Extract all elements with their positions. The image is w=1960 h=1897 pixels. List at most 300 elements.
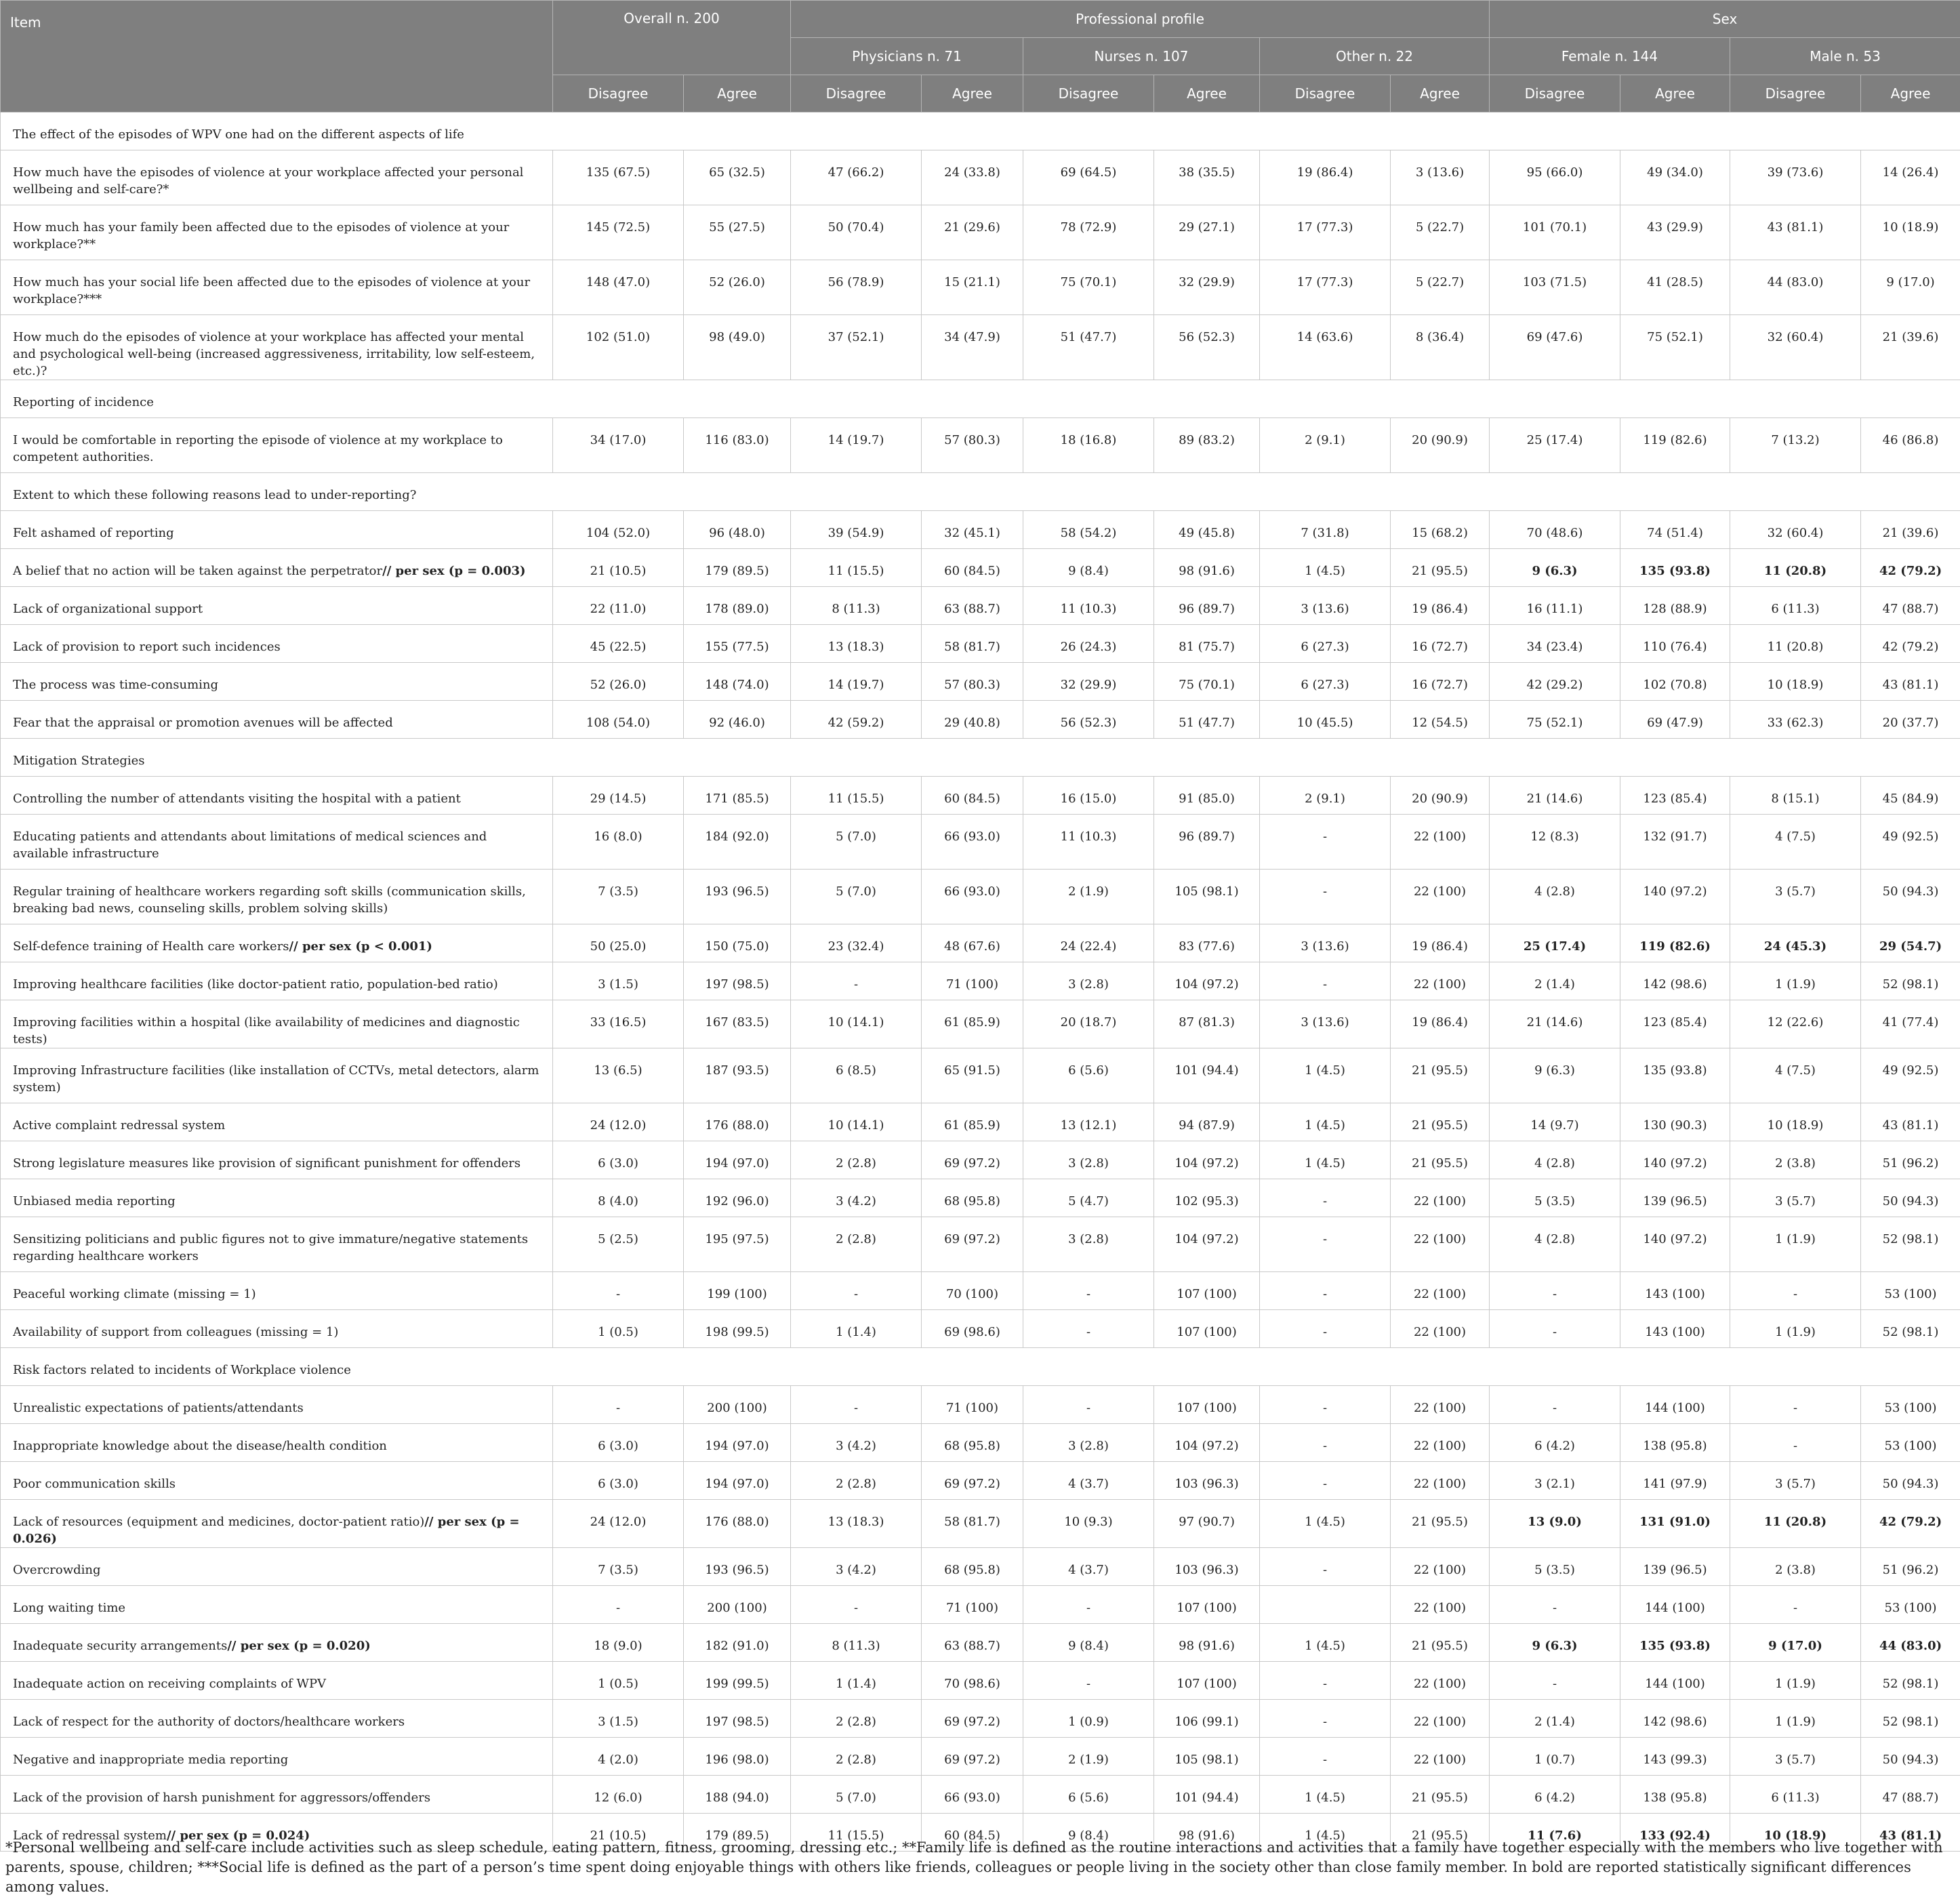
value-cell: 140 (97.2) (1620, 1141, 1730, 1179)
row-label-cell (1, 549, 553, 587)
value-cell: 10 (9.3) (1023, 1500, 1154, 1548)
value-cell: 4 (2.8) (1490, 1141, 1620, 1179)
value-cell: 123 (85.4) (1620, 777, 1730, 815)
value-cell: 52 (26.0) (553, 663, 684, 701)
value-cell: 194 (97.0) (684, 1462, 791, 1500)
value-cell: 10 (18.9) (1730, 1103, 1861, 1141)
value-cell: 75 (52.1) (1490, 701, 1620, 739)
value-cell: 9 (8.4) (1023, 549, 1154, 587)
table-row (1, 549, 1960, 587)
value-cell: 3 (13.6) (1260, 924, 1391, 962)
value-cell: 32 (60.4) (1730, 315, 1861, 380)
value-cell: 1 (4.5) (1260, 1814, 1391, 1852)
value-cell: 5 (7.0) (791, 1776, 922, 1814)
value-cell: 42 (59.2) (791, 701, 922, 739)
value-cell: 42 (29.2) (1490, 663, 1620, 701)
value-cell: 107 (100) (1154, 1272, 1260, 1310)
value-cell: 58 (81.7) (922, 625, 1023, 663)
value-cell: 107 (100) (1154, 1310, 1260, 1348)
value-cell: - (1260, 1700, 1391, 1738)
table-row (1, 1179, 1960, 1217)
value-cell: 193 (96.5) (684, 1548, 791, 1586)
table-row (1, 150, 1960, 205)
section-title: Extent to which these following reasons lead to under-reporting? (1, 473, 1960, 511)
value-cell: 102 (70.8) (1620, 663, 1730, 701)
header-overall (553, 1, 791, 75)
value-cell: 197 (98.5) (684, 1700, 791, 1738)
value-cell: 3 (13.6) (1391, 150, 1490, 205)
row-label-cell (1, 1179, 553, 1217)
value-cell: 53 (100) (1861, 1386, 1960, 1424)
header-professional-profile: Professional profile (791, 1, 1490, 38)
value-cell: 104 (52.0) (553, 511, 684, 549)
table-row (1, 205, 1960, 260)
table-row (1, 1662, 1960, 1700)
row-label: Lack of organizational support (13, 602, 203, 616)
value-cell: 63 (88.7) (922, 1624, 1023, 1662)
value-cell: - (791, 1586, 922, 1624)
row-label: Strong legislature measures like provision of significant punishment for offenders (13, 1156, 520, 1170)
row-label-cell (1, 815, 553, 870)
header-disagree: Disagree (1023, 75, 1154, 113)
value-cell: 14 (19.7) (791, 663, 922, 701)
row-label-cell (1, 1048, 553, 1103)
value-cell: 2 (2.8) (791, 1141, 922, 1179)
value-cell: 6 (3.0) (553, 1141, 684, 1179)
row-label: Lack of respect for the authority of doctors/healthcare workers (13, 1715, 405, 1729)
value-cell: - (553, 1586, 684, 1624)
value-cell: 21 (95.5) (1391, 1141, 1490, 1179)
row-label-cell (1, 1500, 553, 1548)
row-label: Unbiased media reporting (13, 1194, 176, 1208)
value-cell: 34 (23.4) (1490, 625, 1620, 663)
table-row (1, 1548, 1960, 1586)
value-cell: 53 (100) (1861, 1424, 1960, 1462)
value-cell: 50 (94.3) (1861, 1179, 1960, 1217)
value-cell: 3 (2.1) (1490, 1462, 1620, 1500)
table-row (1, 315, 1960, 380)
value-cell: 21 (95.5) (1391, 1776, 1490, 1814)
row-label: Poor communication skills (13, 1477, 176, 1491)
row-label-cell (1, 1103, 553, 1141)
value-cell: 104 (97.2) (1154, 962, 1260, 1000)
value-cell: 24 (22.4) (1023, 924, 1154, 962)
significance-note: // per sex (p = 0.003) (382, 564, 525, 578)
header-other: Other n. 22 (1260, 38, 1490, 75)
value-cell: 49 (45.8) (1154, 511, 1260, 549)
value-cell: 21 (95.5) (1391, 1500, 1490, 1548)
value-cell: 68 (95.8) (922, 1424, 1023, 1462)
header-overall-label: Overall n. 200 (624, 10, 719, 26)
value-cell: 96 (89.7) (1154, 815, 1260, 870)
value-cell: 184 (92.0) (684, 815, 791, 870)
row-label-cell (1, 1462, 553, 1500)
row-label: Improving healthcare facilities (like doctor-patient ratio, population-bed ratio) (13, 977, 498, 992)
value-cell: 10 (14.1) (791, 1103, 922, 1141)
value-cell: 102 (95.3) (1154, 1179, 1260, 1217)
value-cell: - (1260, 1738, 1391, 1776)
value-cell: - (791, 1272, 922, 1310)
value-cell: 98 (91.6) (1154, 1814, 1260, 1852)
value-cell: 57 (80.3) (922, 418, 1023, 473)
table-row (1, 1103, 1960, 1141)
value-cell: 10 (18.9) (1730, 1814, 1861, 1852)
row-label-cell (1, 511, 553, 549)
value-cell: 56 (52.3) (1154, 315, 1260, 380)
value-cell: 3 (2.8) (1023, 1141, 1154, 1179)
value-cell: 52 (98.1) (1861, 962, 1960, 1000)
value-cell: 103 (71.5) (1490, 260, 1620, 315)
value-cell: 48 (67.6) (922, 924, 1023, 962)
value-cell: 83 (77.6) (1154, 924, 1260, 962)
value-cell: 68 (95.8) (922, 1548, 1023, 1586)
value-cell: 47 (88.7) (1861, 1776, 1960, 1814)
header-agree: Agree (684, 75, 791, 113)
row-label-cell (1, 870, 553, 924)
table-row (1, 1141, 1960, 1179)
value-cell: 101 (94.4) (1154, 1048, 1260, 1103)
value-cell: 10 (18.9) (1861, 205, 1960, 260)
value-cell: 197 (98.5) (684, 962, 791, 1000)
row-label: Inadequate action on receiving complaints of WPV (13, 1677, 326, 1691)
value-cell: - (1490, 1586, 1620, 1624)
value-cell: 69 (97.2) (922, 1462, 1023, 1500)
table-row (1, 1586, 1960, 1624)
value-cell (1260, 1586, 1391, 1624)
value-cell: 107 (100) (1154, 1386, 1260, 1424)
table-row (1, 663, 1960, 701)
value-cell: 52 (98.1) (1861, 1700, 1960, 1738)
value-cell: 9 (17.0) (1861, 260, 1960, 315)
value-cell: 21 (95.5) (1391, 1048, 1490, 1103)
value-cell: 179 (89.5) (684, 549, 791, 587)
value-cell: 7 (13.2) (1730, 418, 1861, 473)
value-cell: 3 (5.7) (1730, 1462, 1861, 1500)
footnote: *Personal wellbeing and self-care include activities such as sleep schedule, eating pattern, fitness, grooming, dressing etc.; **Family life is defined as the routine interactions and activities that a family have together especially with the members who live together with parents, spouse, children; ***Social life is defined as the part of a person’s time spent doing enjoyable things with others like friends, colleagues or people living in the society other than close family member. In bold are reported statistically significant differences among values. (0, 1838, 1960, 1897)
value-cell: 78 (72.9) (1023, 205, 1154, 260)
value-cell: 75 (52.1) (1620, 315, 1730, 380)
value-cell: 7 (3.5) (553, 870, 684, 924)
value-cell: 29 (27.1) (1154, 205, 1260, 260)
value-cell: 4 (3.7) (1023, 1462, 1154, 1500)
value-cell: 104 (97.2) (1154, 1424, 1260, 1462)
value-cell: 69 (47.9) (1620, 701, 1730, 739)
value-cell: 1 (0.5) (553, 1310, 684, 1348)
value-cell: 69 (97.2) (922, 1738, 1023, 1776)
value-cell: 1 (4.5) (1260, 1048, 1391, 1103)
value-cell: 5 (22.7) (1391, 205, 1490, 260)
value-cell: - (1023, 1310, 1154, 1348)
value-cell: 155 (77.5) (684, 625, 791, 663)
value-cell: 8 (36.4) (1391, 315, 1490, 380)
value-cell: 11 (10.3) (1023, 587, 1154, 625)
value-cell: 60 (84.5) (922, 1814, 1023, 1852)
value-cell: 98 (49.0) (684, 315, 791, 380)
value-cell: 139 (96.5) (1620, 1548, 1730, 1586)
row-label: Self-defence training of Health care workers (13, 939, 289, 954)
value-cell: 1 (4.5) (1260, 1103, 1391, 1141)
value-cell: 9 (6.3) (1490, 1624, 1620, 1662)
value-cell: 107 (100) (1154, 1586, 1260, 1624)
value-cell: 11 (20.8) (1730, 549, 1861, 587)
row-label: Active complaint redressal system (13, 1118, 225, 1133)
value-cell: 1 (4.5) (1260, 1141, 1391, 1179)
value-cell: 87 (81.3) (1154, 1000, 1260, 1048)
value-cell: 21 (39.6) (1861, 511, 1960, 549)
table-row (1, 1386, 1960, 1424)
value-cell: 14 (19.7) (791, 418, 922, 473)
row-label: Improving facilities within a hospital (like availability of medicines and diagnostic tests) (13, 1015, 520, 1046)
value-cell: 52 (26.0) (684, 260, 791, 315)
value-cell: 56 (78.9) (791, 260, 922, 315)
value-cell: - (1260, 1548, 1391, 1586)
table-row (1, 777, 1960, 815)
value-cell: 4 (2.8) (1490, 870, 1620, 924)
value-cell: 20 (90.9) (1391, 777, 1490, 815)
table-row (1, 962, 1960, 1000)
value-cell: 3 (2.8) (1023, 1217, 1154, 1272)
row-label-cell (1, 1586, 553, 1624)
value-cell: 49 (92.5) (1861, 815, 1960, 870)
value-cell: 52 (98.1) (1861, 1217, 1960, 1272)
table-row (1, 260, 1960, 315)
value-cell: 142 (98.6) (1620, 962, 1730, 1000)
section-row (1, 113, 1960, 150)
value-cell: 3 (13.6) (1260, 587, 1391, 625)
value-cell: 37 (52.1) (791, 315, 922, 380)
value-cell: - (1023, 1272, 1154, 1310)
value-cell: 51 (47.7) (1154, 701, 1260, 739)
value-cell: 66 (93.0) (922, 1776, 1023, 1814)
value-cell: 70 (100) (922, 1272, 1023, 1310)
value-cell: 5 (22.7) (1391, 260, 1490, 315)
value-cell: 89 (83.2) (1154, 418, 1260, 473)
value-cell: 19 (86.4) (1260, 150, 1391, 205)
section-title: Risk factors related to incidents of Workplace violence (1, 1348, 1960, 1386)
value-cell: 140 (97.2) (1620, 1217, 1730, 1272)
value-cell: 200 (100) (684, 1586, 791, 1624)
value-cell: 71 (100) (922, 962, 1023, 1000)
row-label: A belief that no action will be taken against the perpetrator (13, 564, 382, 578)
value-cell: 52 (98.1) (1861, 1662, 1960, 1700)
value-cell: 18 (16.8) (1023, 418, 1154, 473)
value-cell: 4 (2.0) (553, 1738, 684, 1776)
value-cell: - (1490, 1386, 1620, 1424)
value-cell: 103 (96.3) (1154, 1462, 1260, 1500)
value-cell: 167 (83.5) (684, 1000, 791, 1048)
value-cell: 43 (81.1) (1730, 205, 1861, 260)
header-item: Item (1, 1, 553, 113)
value-cell: 45 (84.9) (1861, 777, 1960, 815)
value-cell: 32 (29.9) (1154, 260, 1260, 315)
value-cell: 29 (40.8) (922, 701, 1023, 739)
value-cell: 11 (7.6) (1490, 1814, 1620, 1852)
table-row (1, 625, 1960, 663)
value-cell: 91 (85.0) (1154, 777, 1260, 815)
value-cell: 9 (6.3) (1490, 549, 1620, 587)
header-female: Female n. 144 (1490, 38, 1730, 75)
row-label-cell (1, 1217, 553, 1272)
row-label: Educating patients and attendants about limitations of medical sciences and available infrastructure (13, 830, 487, 861)
value-cell: 75 (70.1) (1154, 663, 1260, 701)
section-row (1, 739, 1960, 777)
value-cell: 3 (1.5) (553, 1700, 684, 1738)
table-row (1, 418, 1960, 473)
value-cell: 58 (81.7) (922, 1500, 1023, 1548)
table-row (1, 1310, 1960, 1348)
value-cell: - (791, 1386, 922, 1424)
row-label-cell (1, 1548, 553, 1586)
value-cell: 133 (92.4) (1620, 1814, 1730, 1852)
value-cell: 3 (2.8) (1023, 1424, 1154, 1462)
value-cell: 33 (16.5) (553, 1000, 684, 1048)
value-cell: 25 (17.4) (1490, 924, 1620, 962)
value-cell: 53 (100) (1861, 1272, 1960, 1310)
value-cell: 16 (11.1) (1490, 587, 1620, 625)
row-label: Lack of provision to report such incidences (13, 640, 281, 654)
value-cell: 11 (20.8) (1730, 625, 1861, 663)
section-title: Reporting of incidence (1, 380, 1960, 418)
value-cell: 6 (4.2) (1490, 1424, 1620, 1462)
value-cell: 8 (11.3) (791, 1624, 922, 1662)
value-cell: 69 (47.6) (1490, 315, 1620, 380)
value-cell: - (1260, 1272, 1391, 1310)
value-cell: 33 (62.3) (1730, 701, 1861, 739)
value-cell: 26 (24.3) (1023, 625, 1154, 663)
header-disagree: Disagree (553, 75, 684, 113)
value-cell: 179 (89.5) (684, 1814, 791, 1852)
value-cell: 7 (31.8) (1260, 511, 1391, 549)
value-cell: 21 (10.5) (553, 1814, 684, 1852)
table-row (1, 1424, 1960, 1462)
value-cell: 1 (1.4) (791, 1662, 922, 1700)
value-cell: 8 (11.3) (791, 587, 922, 625)
value-cell: 135 (93.8) (1620, 1624, 1730, 1662)
value-cell: 150 (75.0) (684, 924, 791, 962)
section-row (1, 380, 1960, 418)
value-cell: 5 (7.0) (791, 815, 922, 870)
value-cell: 69 (64.5) (1023, 150, 1154, 205)
value-cell: 3 (2.8) (1023, 962, 1154, 1000)
value-cell: - (1023, 1586, 1154, 1624)
row-label-cell (1, 1738, 553, 1776)
value-cell: 58 (54.2) (1023, 511, 1154, 549)
row-label: Felt ashamed of reporting (13, 526, 174, 540)
value-cell: 144 (100) (1620, 1586, 1730, 1624)
row-label: Lack of the provision of harsh punishment for aggressors/offenders (13, 1791, 430, 1805)
value-cell: 50 (94.3) (1861, 1738, 1960, 1776)
value-cell: 42 (79.2) (1861, 549, 1960, 587)
row-label-cell (1, 1424, 553, 1462)
row-label-cell (1, 260, 553, 315)
value-cell: 32 (45.1) (922, 511, 1023, 549)
table-row (1, 511, 1960, 549)
value-cell: 51 (96.2) (1861, 1141, 1960, 1179)
value-cell: 6 (5.6) (1023, 1776, 1154, 1814)
value-cell: - (1730, 1424, 1861, 1462)
value-cell: 70 (98.6) (922, 1662, 1023, 1700)
value-cell: 1 (4.5) (1260, 549, 1391, 587)
value-cell: 195 (97.5) (684, 1217, 791, 1272)
value-cell: 41 (28.5) (1620, 260, 1730, 315)
value-cell: 9 (8.4) (1023, 1814, 1154, 1852)
value-cell: 3 (1.5) (553, 962, 684, 1000)
value-cell: 123 (85.4) (1620, 1000, 1730, 1048)
header-disagree: Disagree (1260, 75, 1391, 113)
value-cell: 21 (29.6) (922, 205, 1023, 260)
row-label: Long waiting time (13, 1601, 125, 1615)
value-cell: 6 (27.3) (1260, 663, 1391, 701)
value-cell: 63 (88.7) (922, 587, 1023, 625)
value-cell: 3 (5.7) (1730, 1179, 1861, 1217)
value-cell: 50 (94.3) (1861, 1462, 1960, 1500)
table-row (1, 1700, 1960, 1738)
section-row (1, 1348, 1960, 1386)
value-cell: 55 (27.5) (684, 205, 791, 260)
value-cell: 94 (87.9) (1154, 1103, 1260, 1141)
value-cell: 141 (97.9) (1620, 1462, 1730, 1500)
value-cell: 1 (4.5) (1260, 1624, 1391, 1662)
value-cell: 148 (47.0) (553, 260, 684, 315)
value-cell: - (1260, 1217, 1391, 1272)
value-cell: 6 (27.3) (1260, 625, 1391, 663)
section-row (1, 473, 1960, 511)
value-cell: 2 (1.9) (1023, 870, 1154, 924)
value-cell: 1 (1.9) (1730, 1310, 1861, 1348)
value-cell: 22 (100) (1391, 1700, 1490, 1738)
value-cell: 16 (72.7) (1391, 663, 1490, 701)
value-cell: 12 (54.5) (1391, 701, 1490, 739)
value-cell: 12 (22.6) (1730, 1000, 1861, 1048)
value-cell: 13 (6.5) (553, 1048, 684, 1103)
header-agree: Agree (1154, 75, 1260, 113)
value-cell: 25 (17.4) (1490, 418, 1620, 473)
value-cell: 107 (100) (1154, 1662, 1260, 1700)
value-cell: 24 (45.3) (1730, 924, 1861, 962)
value-cell: 50 (25.0) (553, 924, 684, 962)
value-cell: 2 (2.8) (791, 1738, 922, 1776)
value-cell: 188 (94.0) (684, 1776, 791, 1814)
value-cell: 193 (96.5) (684, 870, 791, 924)
row-label: Lack of redressal system (13, 1829, 167, 1843)
value-cell: 1 (1.9) (1730, 1217, 1861, 1272)
value-cell: 22 (100) (1391, 815, 1490, 870)
value-cell: 60 (84.5) (922, 549, 1023, 587)
value-cell: 69 (98.6) (922, 1310, 1023, 1348)
value-cell: - (1490, 1310, 1620, 1348)
value-cell: 102 (51.0) (553, 315, 684, 380)
row-label-cell (1, 663, 553, 701)
value-cell: 178 (89.0) (684, 587, 791, 625)
table-row (1, 1500, 1960, 1548)
value-cell: 176 (88.0) (684, 1500, 791, 1548)
table-header (1, 1, 1960, 113)
value-cell: 69 (97.2) (922, 1700, 1023, 1738)
row-label-cell (1, 777, 553, 815)
value-cell: 2 (9.1) (1260, 418, 1391, 473)
table-row (1, 701, 1960, 739)
value-cell: 2 (2.8) (791, 1462, 922, 1500)
value-cell: - (1023, 1662, 1154, 1700)
value-cell: 104 (97.2) (1154, 1217, 1260, 1272)
row-label-cell (1, 1776, 553, 1814)
value-cell: 21 (95.5) (1391, 1624, 1490, 1662)
value-cell: 13 (9.0) (1490, 1500, 1620, 1548)
value-cell: 56 (52.3) (1023, 701, 1154, 739)
value-cell: - (1730, 1272, 1861, 1310)
value-cell: 29 (54.7) (1861, 924, 1960, 962)
row-label: Negative and inappropriate media reporting (13, 1753, 288, 1767)
